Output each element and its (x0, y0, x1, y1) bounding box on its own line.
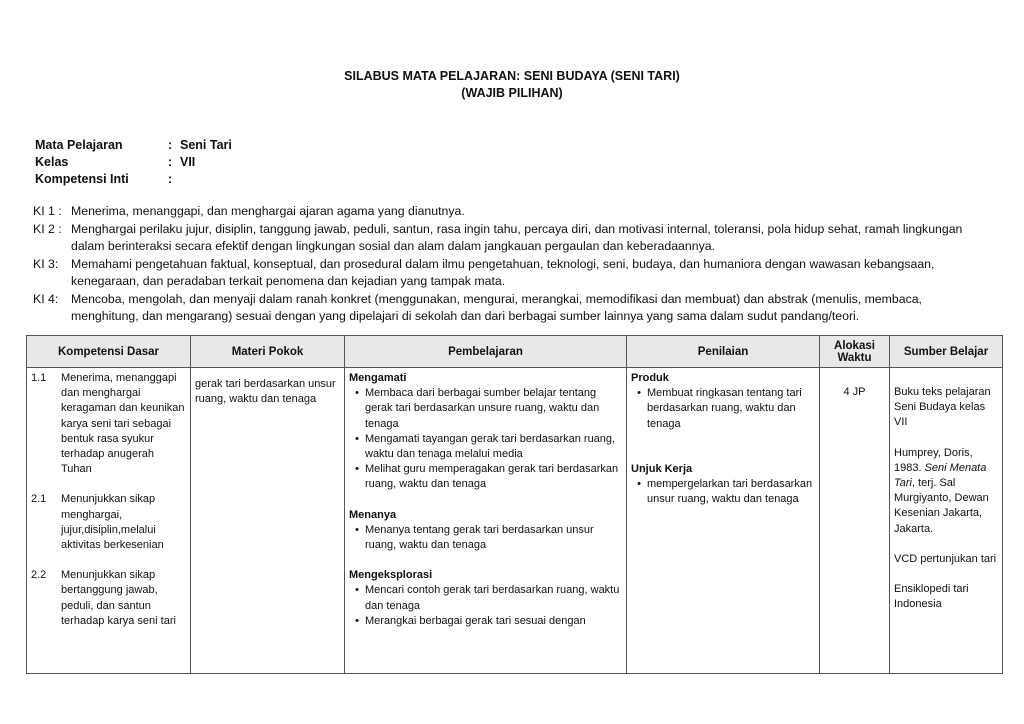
meta-row-ki (35, 172, 232, 189)
bullet-icon: • (355, 432, 359, 445)
list-item (631, 477, 815, 507)
header-materi: Materi Pokok (191, 336, 345, 368)
list-item (349, 614, 622, 629)
section-heading: Mengamati (349, 372, 407, 384)
alokasi-cell (820, 368, 890, 674)
list-item-text: Mencari contoh gerak tari berdasarkan ruang, waktu dan tenaga (365, 584, 620, 612)
penilaian-cell (627, 368, 820, 674)
list-item (631, 386, 815, 432)
source-item: Ensiklopedi tari Indonesia (894, 583, 969, 611)
ki-code: KI 3: (33, 256, 59, 271)
table-row (27, 368, 1003, 674)
bullet-icon: • (355, 614, 359, 627)
core-competencies (33, 203, 993, 326)
section-heading: Produk (631, 372, 669, 384)
list-item-text: Membuat ringkasan tentang tari berdasarkan ruang, waktu dan tenaga (647, 387, 802, 430)
ki-code: KI 4: (33, 291, 59, 306)
ki-item (33, 291, 993, 326)
source-book-title: Seni Menata Tari (894, 461, 987, 490)
materi-cell (191, 368, 345, 674)
source-item: Buku teks pelajaran Seni Budaya kelas VII (894, 386, 991, 429)
section-heading: Mengeksplorasi (349, 569, 433, 582)
meta-colon: : (168, 138, 173, 152)
list-item (349, 583, 622, 613)
ki-text: Menerima, menanggapi, dan menghargai ajaran agama yang dianutnya. (71, 204, 465, 218)
ki-text: Memahami pengetahuan faktual, konseptual, dan prosedural dalam ilmu pengetahuan, teknologi, seni, budaya, dan humaniora dengan wawasan kebangsaan, kenegaraan, dan peradaban terkait penomena dan kejadian yang tampak mata. (71, 256, 935, 288)
sumber-cell (890, 368, 1003, 674)
source-item (894, 446, 998, 537)
list-item (349, 432, 622, 462)
bullet-icon: • (637, 387, 641, 400)
meta-value: Seni Tari (180, 138, 232, 152)
list-item (349, 523, 622, 553)
kd-item (31, 568, 186, 629)
bullet-icon: • (355, 584, 359, 597)
section-heading: Menanya (349, 508, 397, 521)
header-kd: Kompetensi Dasar (27, 336, 191, 368)
kd-text: Menerima, menanggapi dan menghargai keragaman dan keunikan karya seni tari sebagai bentuk rasa syukur terhadap anugerah Tuhan (61, 372, 185, 476)
meta-row-subject (35, 138, 232, 155)
list-item-text: mempergelarkan tari berdasarkan unsur ruang, waktu dan tenaga (647, 478, 813, 506)
kd-item (31, 492, 186, 553)
table-header-row (27, 336, 1003, 368)
bullet-icon: • (355, 387, 359, 400)
materi-text: gerak tari berdasarkan unsur ruang, waktu dan tenaga (195, 378, 336, 406)
kd-number: 2.2 (31, 569, 47, 582)
kd-item (31, 371, 186, 477)
ki-item (33, 221, 993, 256)
ki-item (33, 256, 993, 291)
list-item-text: Mengamati tayangan gerak tari berdasarkan ruang, waktu dan tenaga melalui media (365, 432, 616, 461)
ki-code: KI 1 : (33, 204, 62, 218)
alokasi-value: 4 JP (843, 386, 866, 398)
header-alokasi: Alokasi Waktu (820, 336, 890, 368)
subject-meta (35, 138, 232, 189)
kd-number: 1.1 (31, 372, 47, 384)
kd-text: Menunjukkan sikap menghargai, jujur,disiplin,melalui aktivitas berkesenian (61, 493, 164, 552)
pembelajaran-cell (345, 368, 627, 674)
source-text: Humprey, Doris, 1983. (894, 446, 973, 474)
header-sumber: Sumber Belajar (890, 336, 1003, 368)
ki-text: Mencoba, mengolah, dan menyaji dalam ranah konkret (menggunakan, mengurai, merangkai, memodifikasi dan membuat) dan abstrak (menulis, membaca, menghitung, dan mengarang) sesuai dengan yang dipelajari di sekolah dan dari berbagai sumber lainnya yang sama dalam sudut pandang/teori. (71, 291, 922, 323)
syllabus-table (26, 335, 1003, 674)
meta-label: Mata Pelajaran (35, 138, 123, 152)
meta-colon: : (168, 155, 173, 169)
bullet-icon: • (355, 463, 359, 476)
bullet-icon: • (355, 523, 359, 536)
list-item-text: Merangkai berbagai gerak tari sesuai dengan (365, 614, 586, 627)
kd-number: 2.1 (31, 493, 47, 506)
header-pembelajaran: Pembelajaran (345, 336, 627, 368)
list-item (349, 386, 622, 432)
ki-code: KI 2 : (33, 221, 62, 236)
list-item-text: Menanya tentang gerak tari berdasarkan unsur ruang, waktu dan tenaga (365, 523, 594, 552)
section-heading: Unjuk Kerja (631, 462, 693, 475)
source-text: , terj. Sal Murgiyanto, Dewan Kesenian Jakarta, Jakarta. (894, 477, 989, 535)
ki-item (33, 203, 993, 221)
document-title: SILABUS MATA PELAJARAN: SENI BUDAYA (SENI TARI) (344, 69, 680, 83)
source-item: VCD pertunjukan tari (894, 552, 997, 565)
meta-label: Kelas (35, 155, 69, 169)
meta-row-class (35, 155, 232, 172)
meta-label: Kompetensi Inti (35, 172, 129, 186)
kd-text: Menunjukkan sikap bertanggung jawab, peduli, dan santun terhadap karya seni tari (61, 569, 176, 627)
list-item (349, 462, 622, 492)
document-subtitle: (WAJIB PILIHAN) (461, 86, 563, 100)
meta-colon: : (168, 172, 173, 186)
header-penilaian: Penilaian (627, 336, 820, 368)
list-item-text: Melihat guru memperagakan gerak tari berdasarkan ruang, waktu dan tenaga (365, 463, 619, 491)
meta-value: VII (180, 155, 196, 169)
ki-text: Menghargai perilaku jujur, disiplin, tanggung jawab, peduli, santun, rasa ingin tahu, percaya diri, dan motivasi internal, toleransi, pola hidup sehat, ramah lingkungan dalam berinteraksi secara efektif dengan lingkungan sosial dan alam dalam jangkauan pergaulan dan keberadaannya. (71, 221, 963, 253)
bullet-icon: • (637, 478, 641, 491)
kd-cell (27, 368, 191, 674)
list-item-text: Membaca dari berbagai sumber belajar tentang gerak tari berdasarkan unsure ruang, waktu dan tenaga (365, 387, 600, 430)
